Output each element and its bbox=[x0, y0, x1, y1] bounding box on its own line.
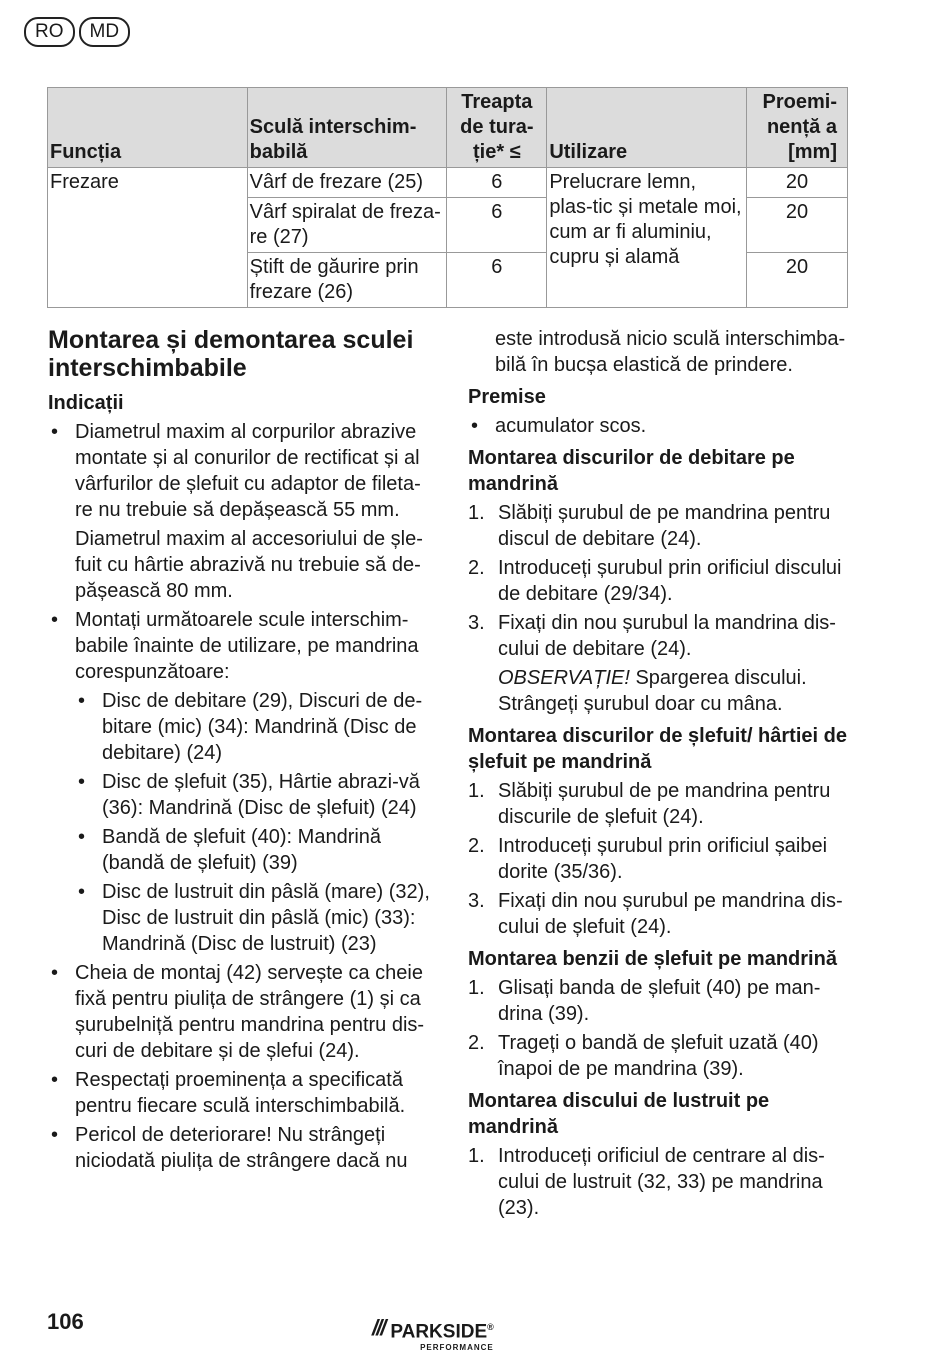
step-item bbox=[468, 610, 848, 717]
sub-list-item: • Disc de șlefuit (35), Hârtie abrazi-vă (36): Mandrină (Disc de șlefuit) (24) bbox=[75, 769, 432, 821]
step-text: Trageți o bandă de șlefuit uzată (40) înapoi de pe mandrina (39). bbox=[498, 1032, 819, 1080]
step-text: Slăbiți șurubul de pe mandrina pentru discurile de șlefuit (24). bbox=[498, 780, 831, 828]
section-heading-sanding-band: Montarea benzii de șlefuit pe mandrină bbox=[468, 948, 837, 970]
header-usage: Utilizare bbox=[547, 88, 747, 168]
registered-mark: ® bbox=[487, 1322, 494, 1332]
note-label: OBSERVAȚIE! bbox=[498, 667, 630, 689]
right-column bbox=[468, 326, 848, 1224]
step-item bbox=[468, 500, 848, 552]
list-item bbox=[48, 419, 432, 604]
cell-usage: Prelucrare lemn, plas-tic și metale moi, cum ar fi aluminiu, cupru și alamă bbox=[547, 168, 747, 308]
header-protrusion: Proemi-nență a [mm] bbox=[747, 88, 848, 168]
lang-badge-ro: RO bbox=[24, 17, 75, 47]
header-tool: Sculă interschim-babilă bbox=[247, 88, 447, 168]
step-text: Introduceți șurubul prin orificiul șaibei dorite (35/36). bbox=[498, 835, 828, 883]
steps-cutting-discs bbox=[468, 500, 848, 717]
cell-protrusion: 20 bbox=[747, 168, 848, 198]
tool-table bbox=[47, 87, 848, 308]
step-item bbox=[468, 555, 848, 607]
cell-function: Frezare bbox=[48, 168, 248, 308]
header-speed: Treapta de tura-ție* ≤ bbox=[447, 88, 547, 168]
premise-list bbox=[468, 413, 848, 439]
list-item: • Cheia de montaj (42) servește ca cheie fixă pentru piulița de strângere (1) și ca șurubelniță pentru mandrina pentru dis-curi de debitare și de șlefui (24). bbox=[48, 960, 432, 1064]
list-item: • Respectați proeminența a specificată pentru fiecare sculă interschimbabilă. bbox=[48, 1067, 432, 1119]
sub-list-item: • Disc de lustruit din pâslă (mare) (32), Disc de lustruit din pâslă (mic) (33): Mandrină (Disc de lustruit) (23) bbox=[75, 879, 432, 957]
step-number: 3. bbox=[468, 890, 485, 912]
step-number: 2. bbox=[468, 1032, 485, 1054]
cell-tool: Vârf spiralat de freza-re (27) bbox=[247, 198, 447, 253]
indicatii-heading: Indicații bbox=[48, 392, 124, 414]
list-item-continuation: Diametrul maxim al accesoriului de șle-fuit cu hârtie abrazivă nu trebuie să de-pășească 80 mm. bbox=[75, 528, 423, 602]
table-row bbox=[48, 168, 848, 198]
brand-subtitle: PERFORMANCE bbox=[420, 1343, 494, 1353]
step-number: 2. bbox=[468, 835, 485, 857]
step-item bbox=[468, 888, 848, 940]
step-item bbox=[468, 1030, 848, 1082]
language-badges bbox=[24, 17, 130, 47]
step-text: Introduceți șurubul prin orificiul discului de debitare (29/34). bbox=[498, 557, 842, 605]
left-column bbox=[48, 326, 432, 1177]
step-item bbox=[468, 778, 848, 830]
cell-speed: 6 bbox=[447, 253, 547, 308]
cell-protrusion: 20 bbox=[747, 253, 848, 308]
section-heading-polishing-disc: Montarea discului de lustruit pe mandrină bbox=[468, 1090, 770, 1138]
section-heading-cutting-discs: Montarea discurilor de debitare pe mandrină bbox=[468, 447, 795, 495]
brand-logo bbox=[372, 1316, 494, 1353]
step-text: Fixați din nou șurubul la mandrina dis-cului de debitare (24). bbox=[498, 612, 836, 660]
step-number: 2. bbox=[468, 557, 485, 579]
cell-speed: 6 bbox=[447, 168, 547, 198]
note-text: Spargerea discului. Strângeți șurubul doar cu mâna. bbox=[498, 667, 807, 715]
table-header-row bbox=[48, 88, 848, 168]
step-item bbox=[468, 833, 848, 885]
sub-list bbox=[75, 688, 432, 957]
step-note bbox=[498, 665, 848, 717]
indicatii-list bbox=[48, 419, 432, 1174]
step-number: 1. bbox=[468, 1145, 485, 1167]
step-item bbox=[468, 1143, 848, 1221]
step-item bbox=[468, 975, 848, 1027]
step-text: Slăbiți șurubul de pe mandrina pentru discul de debitare (24). bbox=[498, 502, 831, 550]
step-text: Introduceți orificiul de centrare al dis-cului de lustruit (32, 33) pe mandrina (23). bbox=[498, 1145, 825, 1219]
step-number: 3. bbox=[468, 612, 485, 634]
brand-name: PARKSIDE® bbox=[390, 1321, 494, 1343]
steps-polishing-disc bbox=[468, 1143, 848, 1221]
page-number: 106 bbox=[47, 1309, 84, 1334]
sub-list-item: • Disc de debitare (29), Discuri de de-bitare (mic) (34): Mandrină (Disc de debitare) (24) bbox=[75, 688, 432, 766]
list-item: • Pericol de deteriorare! Nu strângeți niciodată piulița de strângere dacă nu bbox=[48, 1122, 432, 1174]
step-number: 1. bbox=[468, 977, 485, 999]
list-item bbox=[48, 607, 432, 957]
cell-tool: Știft de găurire prin frezare (26) bbox=[247, 253, 447, 308]
cell-protrusion: 20 bbox=[747, 198, 848, 253]
premise-heading: Premise bbox=[468, 386, 546, 408]
step-number: 1. bbox=[468, 502, 485, 524]
list-item-text: Montați următoarele scule interschim-babile înainte de utilizare, pe mandrina corespunzătoare: bbox=[75, 609, 419, 683]
continuation-text: este introdusă nicio sculă interschimba-bilă în bucșa elastică de prindere. bbox=[495, 328, 846, 376]
brand-slash-mark: /// bbox=[372, 1315, 385, 1340]
step-number: 1. bbox=[468, 780, 485, 802]
list-item-text: Diametrul maxim al corpurilor abrazive montate și al conurilor de rectificat și al vârfurilor de șlefuit cu adaptor de fileta-re nu trebuie să depășească 55 mm. bbox=[75, 421, 421, 521]
cell-speed: 6 bbox=[447, 198, 547, 253]
lang-badge-md: MD bbox=[79, 17, 131, 47]
list-item: • acumulator scos. bbox=[468, 413, 848, 439]
step-text: Glisați banda de șlefuit (40) pe man-drina (39). bbox=[498, 977, 821, 1025]
step-text: Fixați din nou șurubul pe mandrina dis-cului de șlefuit (24). bbox=[498, 890, 843, 938]
cell-tool: Vârf de frezare (25) bbox=[247, 168, 447, 198]
steps-grinding-discs bbox=[468, 778, 848, 940]
section-heading-grinding-discs: Montarea discurilor de șlefuit/ hârtiei de șlefuit pe mandrină bbox=[468, 725, 847, 773]
steps-sanding-band bbox=[468, 975, 848, 1082]
header-function: Funcția bbox=[48, 88, 248, 168]
sub-list-item: • Bandă de șlefuit (40): Mandrină (bandă de șlefuit) (39) bbox=[75, 824, 432, 876]
section-title: Montarea și demontarea sculei interschimbabile bbox=[48, 326, 414, 382]
